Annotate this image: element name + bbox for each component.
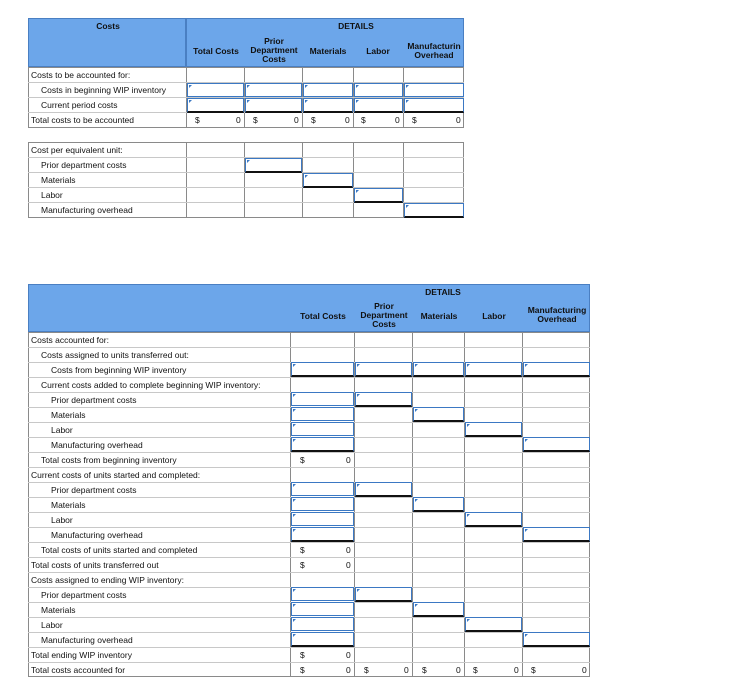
t1-cpeu-materials-input[interactable] (303, 173, 353, 188)
t2-row-assigned-transferred: Costs assigned to units transferred out: (41, 350, 189, 360)
t2-ewip-prior-input[interactable] (355, 587, 412, 602)
t2-row-prior-3: Prior department costs (41, 590, 127, 600)
t2-ca-labor-total-input[interactable] (291, 422, 354, 436)
t1-current-moh-input[interactable] (404, 98, 464, 113)
t2-row-materials-3: Materials (41, 605, 76, 615)
table1-row-moh: Manufacturing overhead (41, 205, 133, 215)
t2-ewip-materials-total-input[interactable] (291, 602, 354, 616)
t2-total-to-zero: 0 (346, 560, 351, 570)
t2-grand-total-zero: 0 (346, 665, 351, 675)
t2-grand-total-dollar: $ (300, 665, 305, 675)
table2-col-prior: Prior Department Costs (360, 301, 408, 329)
t2-bwip-materials-input[interactable] (413, 362, 464, 377)
t2-row-total-from-bi: Total costs from beginning inventory (41, 455, 177, 465)
t2-total-sc-dollar: $ (300, 545, 305, 555)
t2-sc-prior-total-input[interactable] (291, 482, 354, 496)
table1-row-cost-per-eu: Cost per equivalent unit: (31, 145, 123, 155)
t2-bwip-prior-input[interactable] (355, 362, 412, 377)
t2-sc-labor-total-input[interactable] (291, 512, 354, 526)
t2-ca-materials-total-input[interactable] (291, 407, 354, 421)
t1-current-prior-input[interactable] (245, 98, 302, 113)
t2-row-materials-2: Materials (51, 500, 86, 510)
table2-row-divider (28, 572, 590, 573)
t1-total-dollar-1: $ (195, 115, 200, 125)
t2-grand-materials-dollar: $ (422, 665, 427, 675)
t2-grand-labor-zero: 0 (514, 665, 519, 675)
t2-ewip-prior-total-input[interactable] (291, 587, 354, 601)
t1-bwip-total-input[interactable] (187, 83, 244, 97)
t2-row-total-started: Total costs of units started and completed (41, 545, 198, 555)
table2-details-label: DETAILS (425, 287, 461, 297)
t2-row-from-bwip: Costs from beginning WIP inventory (51, 365, 187, 375)
t1-cpeu-moh-input[interactable] (404, 203, 464, 218)
t2-row-prior-1: Prior department costs (51, 395, 137, 405)
t1-total-dollar-2: $ (253, 115, 258, 125)
t2-total-to-dollar: $ (300, 560, 305, 570)
t2-sc-materials-total-input[interactable] (291, 497, 354, 511)
t1-bwip-moh-input[interactable] (404, 83, 464, 97)
t2-sc-moh-input[interactable] (523, 527, 590, 542)
table2-row-divider (28, 542, 590, 543)
t2-row-total-ewip: Total ending WIP inventory (31, 650, 132, 660)
table2-header (28, 284, 590, 332)
t2-sc-moh-total-input[interactable] (291, 527, 354, 542)
table1-col-materials: Materials (309, 46, 347, 56)
t1-total-dollar-4: $ (361, 115, 366, 125)
t2-ewip-labor-total-input[interactable] (291, 617, 354, 631)
t2-ca-prior-total-input[interactable] (291, 392, 354, 406)
t2-row-assigned-ewip: Costs assigned to ending WIP inventory: (31, 575, 184, 585)
t2-ca-moh-total-input[interactable] (291, 437, 354, 452)
table2-col-moh: Manufacturing Overhead (527, 305, 587, 324)
t2-total-sc-zero: 0 (346, 545, 351, 555)
t2-row-total-accounted: Total costs accounted for (31, 665, 126, 675)
t2-ewip-materials-input[interactable] (413, 602, 464, 617)
t2-total-ewip-zero: 0 (346, 650, 351, 660)
t2-sc-labor-input[interactable] (465, 512, 522, 527)
t2-total-bi-dollar: $ (300, 455, 305, 465)
t1-total-dollar-5: $ (412, 115, 417, 125)
t2-total-ewip-dollar: $ (300, 650, 305, 660)
table2-row-divider (28, 467, 590, 468)
table2-row-divider (28, 647, 590, 648)
t2-ewip-labor-input[interactable] (465, 617, 522, 632)
t2-grand-materials-zero: 0 (456, 665, 461, 675)
table1-corner-label: Costs (96, 21, 120, 31)
table1-col-total: Total Costs (193, 46, 239, 56)
table1-header-cols (186, 18, 464, 67)
t2-ca-materials-input[interactable] (413, 407, 464, 422)
t2-row-labor-3: Labor (41, 620, 63, 630)
t2-ewip-moh-input[interactable] (523, 632, 590, 647)
t2-sc-materials-input[interactable] (413, 497, 464, 512)
table1-row-beginning-wip: Costs in beginning WIP inventory (41, 85, 167, 95)
t2-row-labor-1: Labor (51, 425, 73, 435)
t1-bwip-prior-input[interactable] (245, 83, 302, 97)
table2-col-total: Total Costs (300, 311, 346, 321)
t2-bwip-moh-input[interactable] (523, 362, 590, 377)
table2-col-labor: Labor (482, 311, 506, 321)
table1-row-current-period: Current period costs (41, 100, 118, 110)
t1-total-zero-4: 0 (395, 115, 400, 125)
t2-ewip-moh-total-input[interactable] (291, 632, 354, 647)
t2-grand-prior-zero: 0 (404, 665, 409, 675)
t2-sc-prior-input[interactable] (355, 482, 412, 497)
t1-current-total-input[interactable] (187, 98, 244, 113)
t1-cpeu-prior-input[interactable] (245, 158, 302, 173)
t1-current-labor-input[interactable] (354, 98, 403, 113)
t2-row-labor-2: Labor (51, 515, 73, 525)
table2-row-divider (28, 557, 590, 558)
t2-row-moh-1: Manufacturing overhead (51, 440, 143, 450)
table1-col-moh: Manufacturin Overhead (407, 42, 461, 60)
t2-grand-prior-dollar: $ (364, 665, 369, 675)
t1-total-zero-5: 0 (456, 115, 461, 125)
table2-row-divider (28, 347, 590, 348)
t1-total-dollar-3: $ (311, 115, 316, 125)
t2-row-moh-2: Manufacturing overhead (51, 530, 143, 540)
t2-row-moh-3: Manufacturing overhead (41, 635, 133, 645)
t2-grand-moh-dollar: $ (531, 665, 536, 675)
table1-row-costs-to-account: Costs to be accounted for: (31, 70, 131, 80)
t2-row-prior-2: Prior department costs (51, 485, 137, 495)
table1-details-label: DETAILS (338, 21, 374, 31)
table1-row-prior-dept: Prior department costs (41, 160, 127, 170)
t2-row-started-completed: Current costs of units started and completed: (31, 470, 201, 480)
t1-total-zero-1: 0 (236, 115, 241, 125)
t2-grand-moh-zero: 0 (582, 665, 587, 675)
t2-total-bi-zero: 0 (346, 455, 351, 465)
table1-row-labor: Labor (41, 190, 63, 200)
t1-total-zero-2: 0 (294, 115, 299, 125)
t2-row-current-added: Current costs added to complete beginning WIP inventory: (41, 380, 261, 390)
table2-col-materials: Materials (420, 311, 458, 321)
table2-row-divider (28, 452, 590, 453)
table1-row-total-costs: Total costs to be accounted (31, 115, 135, 125)
t1-cpeu-labor-input[interactable] (354, 188, 403, 203)
table2-row-divider (28, 377, 590, 378)
t1-total-zero-3: 0 (345, 115, 350, 125)
t2-row-costs-accounted: Costs accounted for: (31, 335, 109, 345)
table1-col-labor: Labor (366, 46, 390, 56)
t2-ca-prior-input[interactable] (355, 392, 412, 407)
table2-row-divider (28, 662, 590, 663)
t2-bwip-labor-input[interactable] (465, 362, 522, 377)
t1-bwip-materials-input[interactable] (303, 83, 353, 97)
t1-current-materials-input[interactable] (303, 98, 353, 113)
t2-ca-moh-input[interactable] (523, 437, 590, 452)
t1-bwip-labor-input[interactable] (354, 83, 403, 97)
table1-header-label-cell (28, 18, 186, 67)
t2-ca-labor-input[interactable] (465, 422, 522, 437)
t2-bwip-total-input[interactable] (291, 362, 354, 377)
t2-row-total-transferred: Total costs of units transferred out (31, 560, 159, 570)
t2-row-materials-1: Materials (51, 410, 86, 420)
table1-col-prior: Prior Department Costs (250, 36, 298, 64)
table1-row-materials: Materials (41, 175, 76, 185)
t2-grand-labor-dollar: $ (473, 665, 478, 675)
